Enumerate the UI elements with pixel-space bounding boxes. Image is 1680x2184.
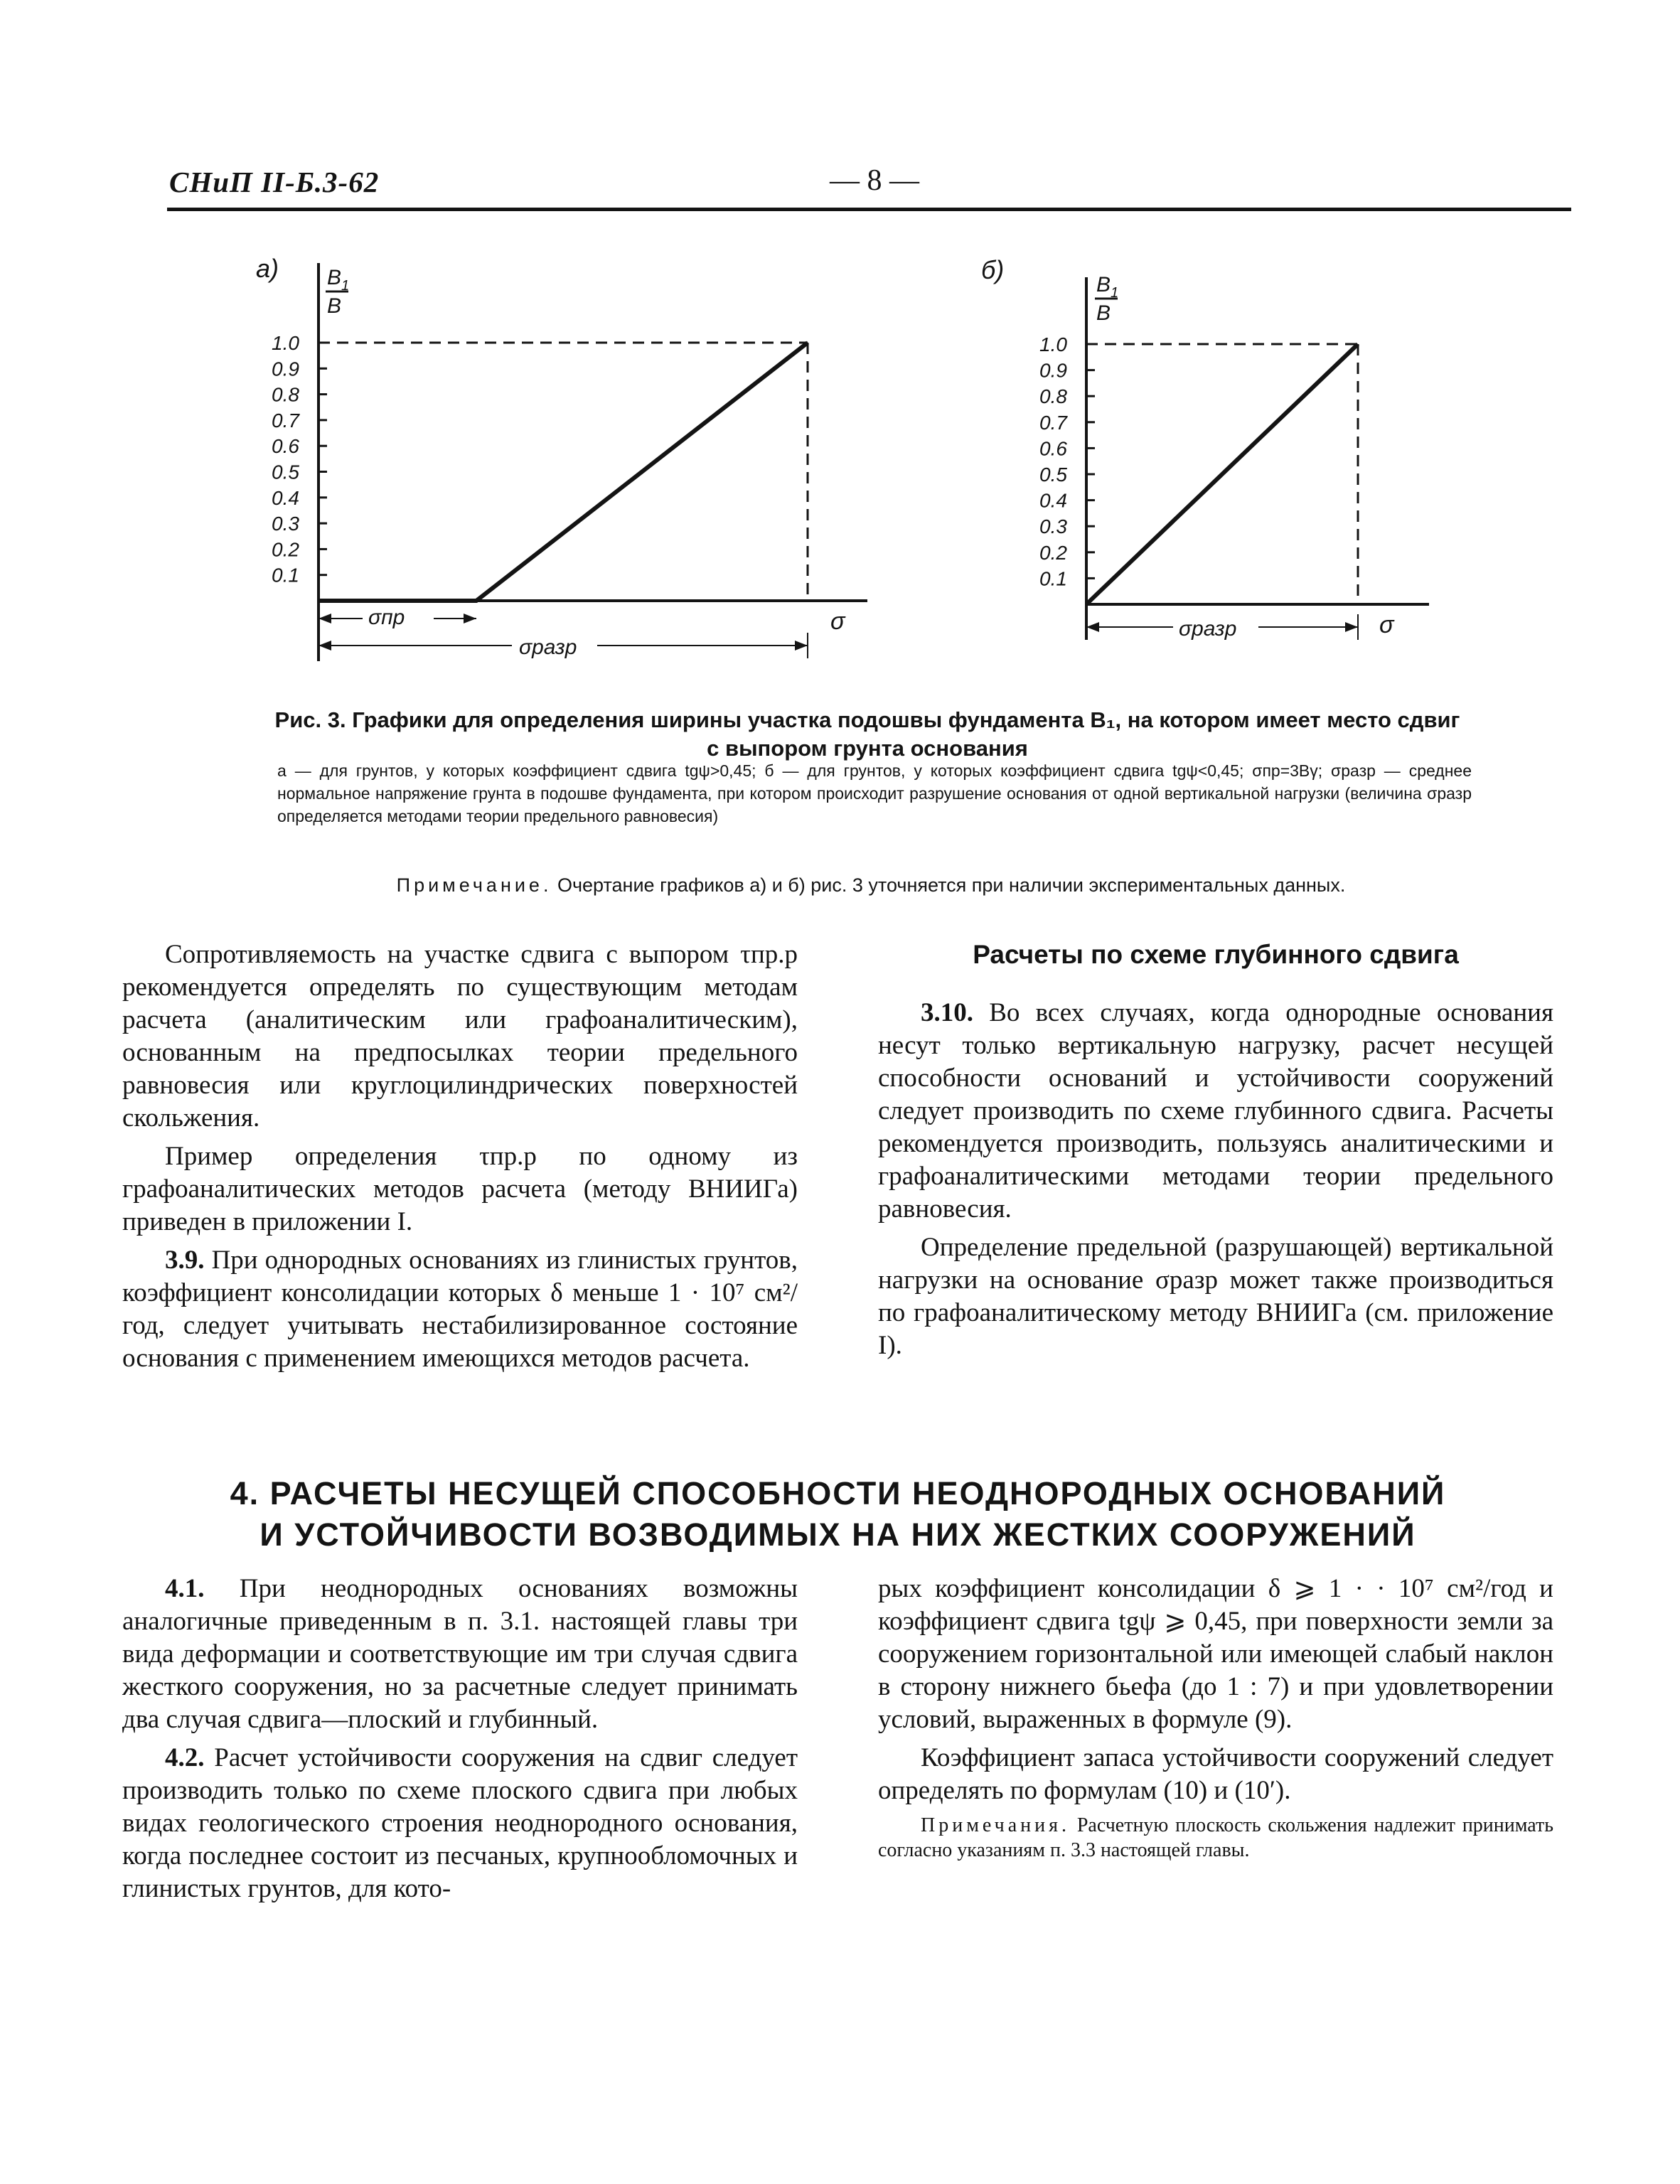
figure-a-ylabel-sub: 1 [341, 278, 350, 294]
figure-a-tick-label: 0.8 [272, 383, 299, 406]
figure-note [274, 873, 1468, 898]
figure-a-ylabel-num: B [327, 266, 342, 289]
figure-a-x-axis-label: σ [830, 608, 845, 635]
figure-note-text: Очертание графиков а) и б) рис. 3 уточняется при наличии экспериментальных данных. [557, 874, 1346, 896]
paragraph-4-2 [122, 1742, 798, 1905]
figure-b-label: б) [981, 255, 1005, 284]
header-divider [167, 208, 1571, 211]
figure-b-chart [981, 256, 1450, 654]
clause-3-9-text: При однородных основаниях из глинистых грунтов, коэффициент консолидации которых δ меньше 1 · 10⁷ см²/год, следует учитывать нестабилизированное состояние основания с применением имеющихся методов расчета. [122, 1246, 798, 1373]
paragraph-resistance: Сопротивляемость на участке сдвига с выпором τпр.р рекомендуется определять по существующим методам расчета (аналитическим или графоаналитическим), основанным на предпосылках теории предельного равновесия или круглоцилиндрических поверхностей скольжения. [122, 940, 798, 1133]
section-4-note-text: Расчетную плоскость скольжения надлежит принимать согласно указаниям п. 3.3 настоящей главы. [878, 1814, 1553, 1861]
document-code: СНиП II-Б.3-62 [169, 166, 380, 198]
figure-a-tick-label: 0.5 [272, 461, 299, 483]
body-top-left-column [122, 938, 798, 1381]
section-4-title-line-2: И УСТОЙЧИВОСТИ ВОЗВОДИМЫХ НА НИХ ЖЕСТКИХ СООРУЖЕНИЙ [260, 1516, 1416, 1553]
figure-a-tick-label: 0.6 [272, 435, 299, 458]
figure-a-tick-label: 0.3 [272, 513, 299, 535]
paragraph-example: Пример определения τпр.р по одному из графоаналитических методов расчета (методу ВНИИГа) приведен в приложении I. [122, 1142, 798, 1236]
paragraph-3-9 [122, 1244, 798, 1375]
figure-a-tick-label: 0.1 [272, 564, 299, 587]
figure-b-tick-label: 0.2 [1039, 541, 1067, 564]
clause-4-1-text: При неоднородных основаниях возможны аналогичные приведенным в п. 3.1. настоящей главы три вида деформации и соответствующие им три случая сдвига жесткого сооружения, но за расчетные следует принимать два случая сдвига—плоский и глубинный. [122, 1574, 798, 1734]
section-4-right-column [878, 1573, 1553, 1868]
clause-4-2-number: 4.2. [165, 1743, 205, 1772]
figure-b-dim-large-arrow-left [1086, 622, 1099, 632]
figure-b-tick-label: 0.9 [1039, 359, 1067, 382]
figure-a-dim-large-label: σразр [519, 636, 577, 659]
clause-3-10-number: 3.10. [921, 998, 973, 1027]
deep-shear-heading: Расчеты по схеме глубинного сдвига [973, 940, 1459, 969]
figure-a-series-line [319, 343, 808, 601]
figure-a-tick-label: 0.4 [272, 486, 299, 509]
figure-b-tick-label: 0.6 [1039, 437, 1067, 460]
paragraph-4-2-continued: рых коэффициент консолидации δ ⩾ 1 · · 10⁷ см²/год и коэффициент сдвига tgψ ⩾ 0,45, при поверхности земли за сооружением горизонтальной или имеющей слабый наклон в сторону нижнего бьефа (до 1 : 7) и при удовлетворении условий, выраженных в формуле (9). [878, 1574, 1553, 1734]
figure-b-tick-label: 0.1 [1039, 567, 1067, 590]
figure-a-tick-label: 1.0 [272, 332, 299, 354]
figure-b-ylabel-num: B [1096, 273, 1111, 296]
figure-a-tick-label: 0.9 [272, 358, 299, 380]
figure-a-tick-label: 0.2 [272, 538, 299, 561]
figure-b-tick-label: 0.3 [1039, 515, 1067, 538]
figure-b-dim-large-arrow-right [1345, 622, 1358, 632]
figure-a-label: а) [256, 254, 279, 283]
figure-a-ylabel-den: B [327, 294, 342, 318]
figure-a-dim-small-arrow-right [464, 614, 476, 623]
figure-b-tick-label: 0.5 [1039, 464, 1067, 486]
figure-b-ylabel-sub: 1 [1111, 285, 1119, 301]
figure-a-dim-small-label: σпр [368, 606, 405, 629]
figure-a-dim-large-arrow-left [319, 641, 331, 651]
figure-a-chart [256, 256, 882, 682]
figure-a-dim-small-arrow-left [319, 614, 331, 623]
figure-b-tick-label: 0.4 [1039, 489, 1067, 512]
paragraph-safety-factor: Коэффициент запаса устойчивости сооружений следует определять по формулам (10) и (10′). [878, 1743, 1553, 1805]
figure-b-ylabel-den: B [1096, 301, 1111, 325]
clause-3-9-number: 3.9. [165, 1246, 205, 1275]
figure-a-tick-label: 0.7 [272, 409, 299, 432]
figure-caption-text: Графики для определения ширины участка подошвы фундамента B₁, на котором имеет место сдвиг с выпором грунта основания [352, 707, 1460, 761]
paragraph-3-10 [878, 997, 1553, 1226]
figure-caption-legend: а — для грунтов, у которых коэффициент сдвига tgψ>0,45; б — для грунтов, у которых коэффициент сдвига tgψ<0,45; σпр=3Bγ; σразр — среднее нормальное напряжение грунта в подошве фундамента, при котором происходит разрушение основания от одной вертикальной нагрузки (величина σразр определяется методами теории предельного равновесия) [277, 761, 1472, 825]
paragraph-ultimate-load: Определение предельной (разрушающей) вертикальной нагрузки на основание σразр может также производиться по графоаналитическому методу ВНИИГа (см. приложение I). [878, 1233, 1553, 1360]
figure-a-dim-large-arrow-right [795, 641, 808, 651]
paragraph-4-1 [122, 1573, 798, 1736]
figure-b-tick-label: 0.7 [1039, 411, 1067, 434]
section-4-note [878, 1813, 1553, 1863]
figure-caption-lead: Рис. 3. [274, 707, 346, 732]
section-4-title-line-1: 4. РАСЧЕТЫ НЕСУЩЕЙ СПОСОБНОСТИ НЕОДНОРОДНЫХ ОСНОВАНИЙ [230, 1475, 1446, 1511]
page-number: — 8 — [830, 164, 919, 197]
clause-3-10-text: Во всех случаях, когда однородные основания несут только вертикальную нагрузку, расчет несущей способности оснований и устойчивости сооружений следует производить по схеме глубинного сдвига. Расчеты рекомендуется производить, пользуясь аналитическими и графоаналитическими методами теории предельного равновесия. [878, 998, 1553, 1224]
clause-4-2-text: Расчет устойчивости сооружения на сдвиг следует производить только по схеме плоского сдвига при любых видах геологического строения неоднородного основания, когда последнее состоит из песчаных, крупнообломочных и глинистых грунтов, для кото- [122, 1743, 798, 1903]
body-top-right-column [878, 938, 1553, 1368]
figure-b-tick-label: 0.8 [1039, 385, 1067, 408]
clause-4-1-number: 4.1. [165, 1574, 205, 1603]
section-4-note-lead: Примечания. [921, 1814, 1071, 1836]
section-4-left-column [122, 1573, 798, 1911]
section-4-title [122, 1473, 1553, 1556]
figure-b-series-line [1086, 344, 1358, 604]
figure-b-tick-label: 1.0 [1039, 333, 1067, 355]
figure-b-x-axis-label: σ [1379, 611, 1394, 638]
figure-caption-title [270, 706, 1465, 763]
figure-b-dim-large-label: σразр [1179, 617, 1237, 641]
figure-note-lead: Примечание. [396, 874, 552, 896]
